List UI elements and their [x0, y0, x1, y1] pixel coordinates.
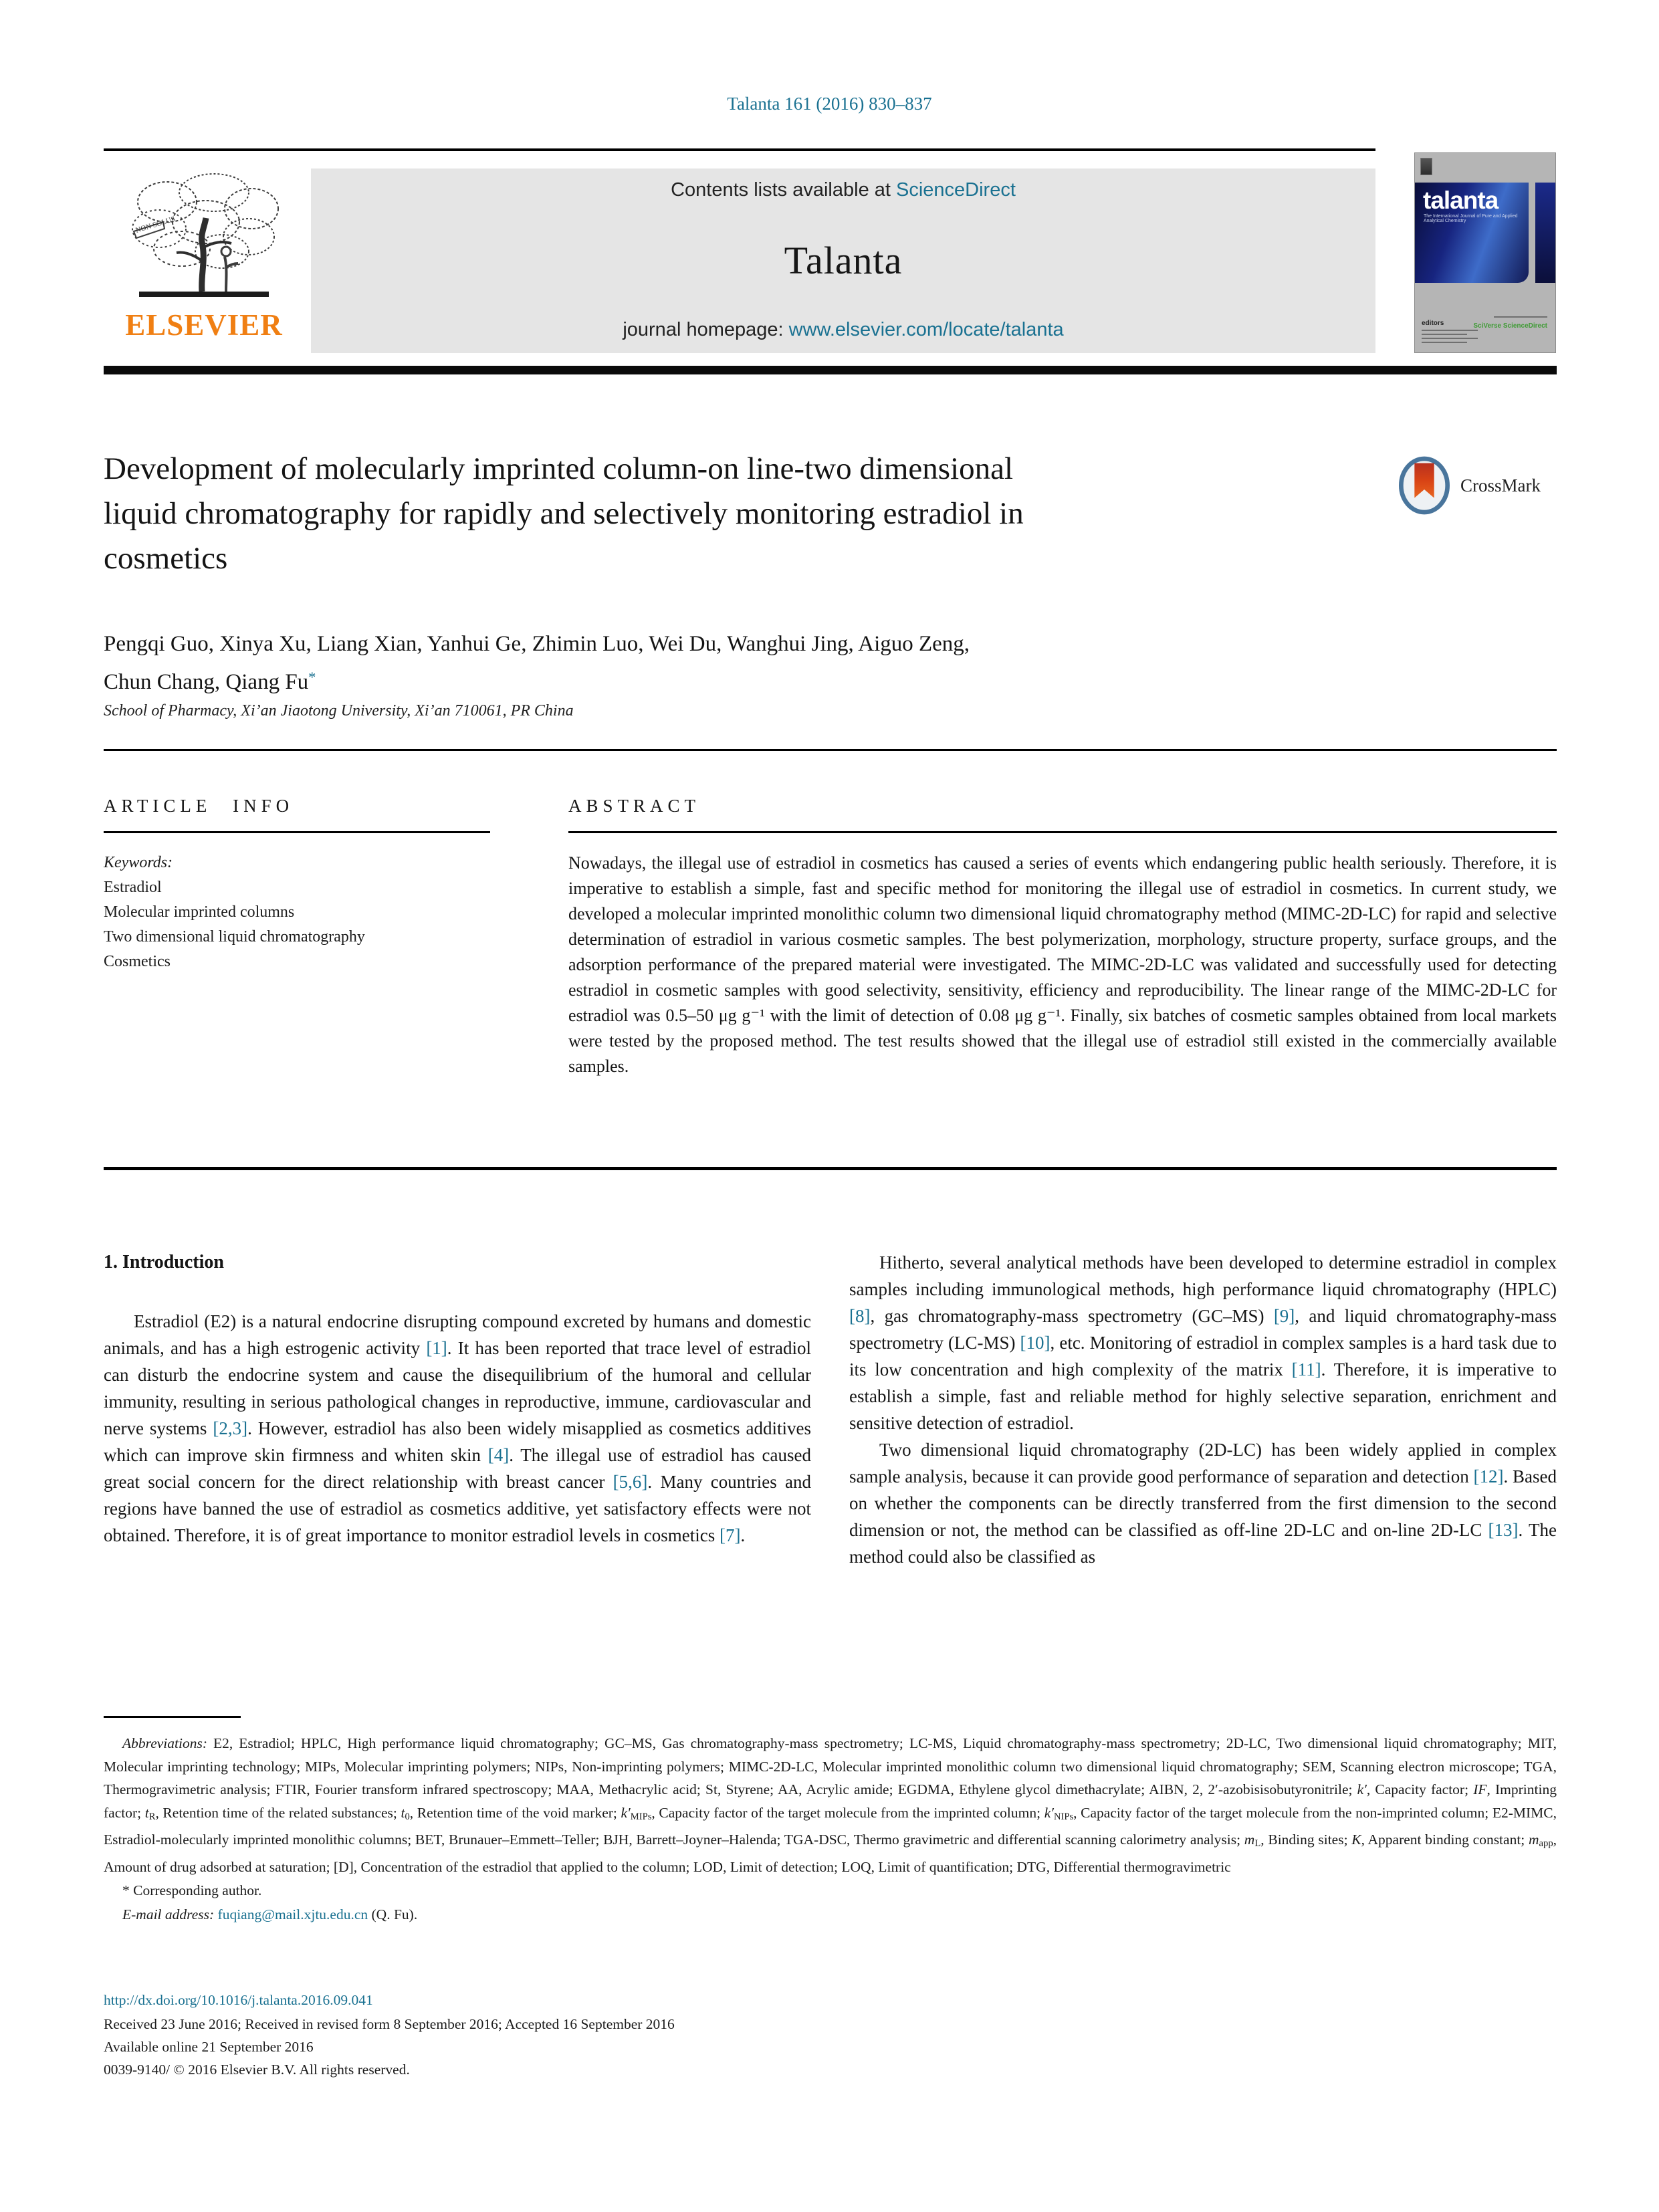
text-segment: app [1539, 1838, 1553, 1850]
article-info-column [104, 796, 490, 974]
body-column-right [849, 1249, 1557, 1570]
elsevier-logo [104, 167, 304, 353]
authors-line1: Pengqi Guo, Xinya Xu, Liang Xian, Yanhui Ge, Zhimin Luo, Wei Du, Wanghui Jing, Aiguo Zeng, [104, 632, 970, 656]
article-footer [104, 1989, 1557, 2081]
crossmark-icon [1398, 456, 1451, 515]
abstract-heading: ABSTRACT [568, 796, 701, 816]
citation-link[interactable]: [10] [1020, 1333, 1050, 1353]
cover-title: talanta [1423, 187, 1499, 214]
text-segment: , Apparent binding constant; [1361, 1832, 1529, 1848]
cover-elsevier-mark-icon [1421, 158, 1432, 175]
received-dates: Received 23 June 2016; Received in revised form 8 September 2016; Accepted 16 September 2016 [104, 2016, 675, 2032]
author-list [104, 627, 970, 699]
abstract-rule [568, 831, 1557, 833]
header-top-rule [104, 148, 1375, 151]
contents-line [311, 179, 1375, 201]
journal-reference: Talanta 161 (2016) 830–837 [727, 94, 932, 114]
body-column-left [104, 1249, 811, 1549]
body-paragraph [104, 1308, 811, 1549]
journal-header-box [311, 169, 1375, 353]
body-paragraph [849, 1436, 1557, 1570]
citation-link[interactable]: [8] [849, 1306, 871, 1326]
section-heading-introduction: 1. Introduction [104, 1252, 224, 1273]
homepage-line-text: journal homepage: [623, 319, 789, 340]
text-segment: E-mail address: [122, 1906, 218, 1922]
text-segment: , Retention time of the related substances; [155, 1804, 401, 1821]
email-address-line [104, 1903, 1557, 1926]
copyright-line: 0039-9140/ © 2016 Elsevier B.V. All rights reserved. [104, 2062, 410, 2078]
text-segment: . The method could also be classified as [849, 1520, 1557, 1567]
text-segment: Estradiol (E2) is a natural endocrine disrupting compound excreted by humans and domestic animals, and has a high estrogenic activity [104, 1311, 811, 1358]
text-segment: . Based on whether the components can be directly transferred from the first dimension to the second dimension or not, the method can be classified as off-line 2D-LC and on-line 2D-LC [849, 1466, 1557, 1540]
cover-editors-label [1422, 320, 1478, 343]
journal-cover-thumbnail[interactable] [1414, 152, 1556, 353]
text-segment: , and liquid chromatography-mass spectrometry (LC-MS) [849, 1306, 1557, 1353]
elsevier-tree-icon [120, 167, 288, 306]
keyword: Cosmetics [104, 953, 171, 970]
cover-blue-strip [1535, 183, 1555, 283]
text-segment: Abbreviations: [122, 1735, 214, 1751]
text-segment: . Therefore, it is imperative to establish a simple, fast and reliable method for highly selective separation, enrichment and sensitive detection of estradiol. [849, 1359, 1557, 1433]
cover-editors-text: editors [1422, 320, 1444, 327]
crossmark-label: CrossMark [1460, 475, 1541, 495]
text-segment: , Capacity factor of the target molecule from the imprinted column; [651, 1804, 1044, 1821]
cover-sciverse-text: SciVerse ScienceDirect [1473, 322, 1547, 330]
article-title-line3: cosmetics [104, 541, 228, 576]
text-segment: NIPs [1053, 1811, 1074, 1822]
text-segment: m [1244, 1832, 1255, 1848]
elsevier-wordmark: ELSEVIER [125, 308, 283, 342]
text-segment: , Capacity factor; [1366, 1781, 1474, 1797]
keyword: Two dimensional liquid chromatography [104, 928, 365, 946]
citation-link[interactable]: [13] [1488, 1520, 1519, 1540]
citation-link[interactable]: [11] [1291, 1359, 1321, 1379]
available-online: Available online 21 September 2016 [104, 2039, 314, 2055]
journal-homepage-link[interactable]: www.elsevier.com/locate/talanta [788, 319, 1064, 340]
crossmark-badge[interactable] [1398, 456, 1541, 515]
contents-line-text: Contents lists available at [671, 179, 896, 201]
doi-link[interactable]: http://dx.doi.org/10.1016/j.talanta.2016.09.041 [104, 1992, 373, 2008]
text-segment: L [1254, 1838, 1261, 1850]
keyword: Estradiol [104, 879, 162, 896]
homepage-line [311, 319, 1375, 341]
citation-link[interactable]: [4] [487, 1445, 510, 1465]
text-segment: , etc. Monitoring of estradiol in complex samples is a hard task due to its low concentration and high complexity of the matrix [849, 1333, 1557, 1379]
cover-available-line [1494, 316, 1547, 318]
authors-line2-text: Chun Chang, Qiang Fu [104, 670, 309, 695]
body-paragraph [849, 1249, 1557, 1436]
citation-link[interactable]: [5,6] [613, 1472, 648, 1492]
text-segment: , gas chromatography-mass spectrometry (GC–MS) [870, 1306, 1274, 1326]
keywords-label: Keywords: [104, 854, 173, 871]
citation-link[interactable]: [7] [719, 1525, 741, 1545]
text-segment: m [1529, 1832, 1539, 1848]
article-title-line1: Development of molecularly imprinted column-on line-two dimensional [104, 451, 1014, 486]
text-segment: . However, estradiol has also been widely misapplied as cosmetics additives which can improve skin firmness and whiten skin [104, 1418, 811, 1465]
abbreviations-footnote [104, 1732, 1557, 1878]
abstract-text: Nowadays, the illegal use of estradiol in cosmetics has caused a series of events which endangering public health seriously. Therefore, it is imperative to establish a simple, fast and specific method for monitoring the illegal use of estradiol in cosmetics. In current study, we developed a molecular imprinted monolithic column two dimensional liquid chromatography method (MIMC-2D-LC) for rapid and selective determination of estradiol in various cosmetic samples. The best polymerization, morphology, structure property, surface groups, and the adsorption performance of the prepared material were investigated. The MIMC-2D-LC was validated and successfully used for detecting estradiol in cosmetic samples with good selectivity, sensitivity, efficiency and reproducibility. The linear range of the MIMC-2D-LC for estradiol was 0.5–50 μg g⁻¹ with the limit of detection of 0.08 μg g⁻¹. Finally, six batches of cosmetic samples obtained from local markets were tested by the proposed method. The test results showed that the illegal use of estradiol still existed in the commercially available samples. [568, 853, 1557, 1076]
text-segment: , Amount of drug adsorbed at saturation; [D], Concentration of the estradiol that applied to the column; LOD, Limit of detection; LOQ, Limit of quantification; DTG, Differential thermogravimetric [104, 1832, 1557, 1875]
cover-blue-panel [1415, 183, 1529, 283]
text-segment: (Q. Fu). [368, 1906, 418, 1922]
text-segment: MIPs [630, 1811, 652, 1822]
text-segment: K [1351, 1832, 1361, 1848]
citation-link[interactable]: [9] [1273, 1306, 1295, 1326]
svg-text:NON SOLUS: NON SOLUS [134, 215, 177, 235]
citation-link[interactable]: [12] [1473, 1466, 1504, 1486]
journal-name: Talanta [784, 238, 903, 282]
keyword: Molecular imprinted columns [104, 903, 295, 921]
article-title [104, 447, 1401, 581]
corresponding-author-note: * Corresponding author. [122, 1882, 262, 1899]
cover-editor-lines [1422, 330, 1478, 343]
text-segment: k′ [621, 1804, 631, 1821]
email-link[interactable]: fuqiang@mail.xjtu.edu.cn [217, 1906, 368, 1922]
text-segment: , Capacity factor of the target molecule from the non-imprinted column; E2-MIMC, Estradiol-molecularly imprinted monolithic columns; BET, Brunauer–Emmett–Teller; BJH, Barrett–Joyner–Halenda; TGA-DSC, Thermo gravimetric and differential scanning calorimetry analysis; [104, 1804, 1557, 1848]
article-info-heading: ARTICLE INFO [104, 796, 294, 816]
text-segment: k′ [1357, 1781, 1367, 1797]
corresponding-author-link[interactable]: * [308, 669, 316, 685]
text-segment: , Binding sites; [1260, 1832, 1352, 1848]
text-segment: , Imprinting factor; [104, 1781, 1557, 1821]
cover-subtitle: The International Journal of Pure and Applied Analytical Chemistry [1424, 214, 1518, 223]
header-bottom-bar [104, 366, 1557, 374]
text-segment: E2, Estradiol; HPLC, High performance liquid chromatography; GC–MS, Gas chromatography-mass spectrometry; LC-MS, Liquid chromatography-mass spectrometry; 2D-LC, Two dimensional liquid chromatography; MIT, Molecular imprinting technology; MIPs, Molecular imprinting polymers; NIPs, Non-imprinting polymers; MIMC-2D-LC, Molecular imprinted monolithic column two dimensional liquid chromatography; SEM, Scanning electron microscope; TGA, Thermogravimetric analysis; FTIR, Fourier transform infrared spectroscopy; MAA, Methacrylic acid; St, Styrene; AA, Acrylic amide; EGDMA, Ethylene glycol dimethacrylate; AIBN, 2, 2′-azobisisobutyronitrile; [104, 1735, 1557, 1797]
text-segment: t [144, 1804, 149, 1821]
text-segment: , Retention time of the void marker; [409, 1804, 621, 1821]
affiliation: School of Pharmacy, Xi’an Jiaotong University, Xi’an 710061, PR China [104, 702, 574, 720]
authors-divider-rule [104, 749, 1557, 751]
sciencedirect-link[interactable]: ScienceDirect [896, 179, 1016, 201]
abstract-bottom-rule [104, 1167, 1557, 1170]
text-segment: k′ [1044, 1804, 1054, 1821]
article-title-line2: liquid chromatography for rapidly and selectively monitoring estradiol in [104, 496, 1024, 531]
text-segment: R [148, 1811, 156, 1822]
footnotes-block [104, 1732, 1557, 1926]
text-segment: . It has been reported that trace level of estradiol can disturb the endocrine system and cause the disequilibrium of the humoral and cellular immunity, resulting in serious pathological changes in reproductive, immune, cardiovascular and nerve systems [104, 1338, 811, 1438]
text-segment: t [401, 1804, 405, 1821]
text-segment: IF [1473, 1781, 1487, 1797]
abstract-column [568, 796, 1557, 1079]
text-segment: 0 [405, 1811, 410, 1822]
citation-link[interactable]: [2,3] [213, 1418, 248, 1438]
authors-line2 [104, 661, 970, 699]
article-info-rule [104, 831, 490, 833]
text-segment: . The illegal use of estradiol has caused great social concern for the direct relationship with breast cancer [104, 1445, 811, 1492]
text-segment: Hitherto, several analytical methods have been developed to determine estradiol in complex samples including immunological methods, high performance liquid chromatography (HPLC) [849, 1252, 1557, 1299]
text-segment: . [740, 1525, 746, 1545]
citation-link[interactable]: [1] [426, 1338, 447, 1358]
text-segment: . Many countries and regions have banned the use of estradiol as cosmetics additive, yet satisfactory effects were not obtained. Therefore, it is of great importance to monitor estradiol levels in cosmetics [104, 1472, 811, 1545]
footnote-separator-rule [104, 1716, 241, 1718]
text-segment: Two dimensional liquid chromatography (2D-LC) has been widely applied in complex sample analysis, because it can provide good performance of separation and detection [849, 1440, 1557, 1486]
